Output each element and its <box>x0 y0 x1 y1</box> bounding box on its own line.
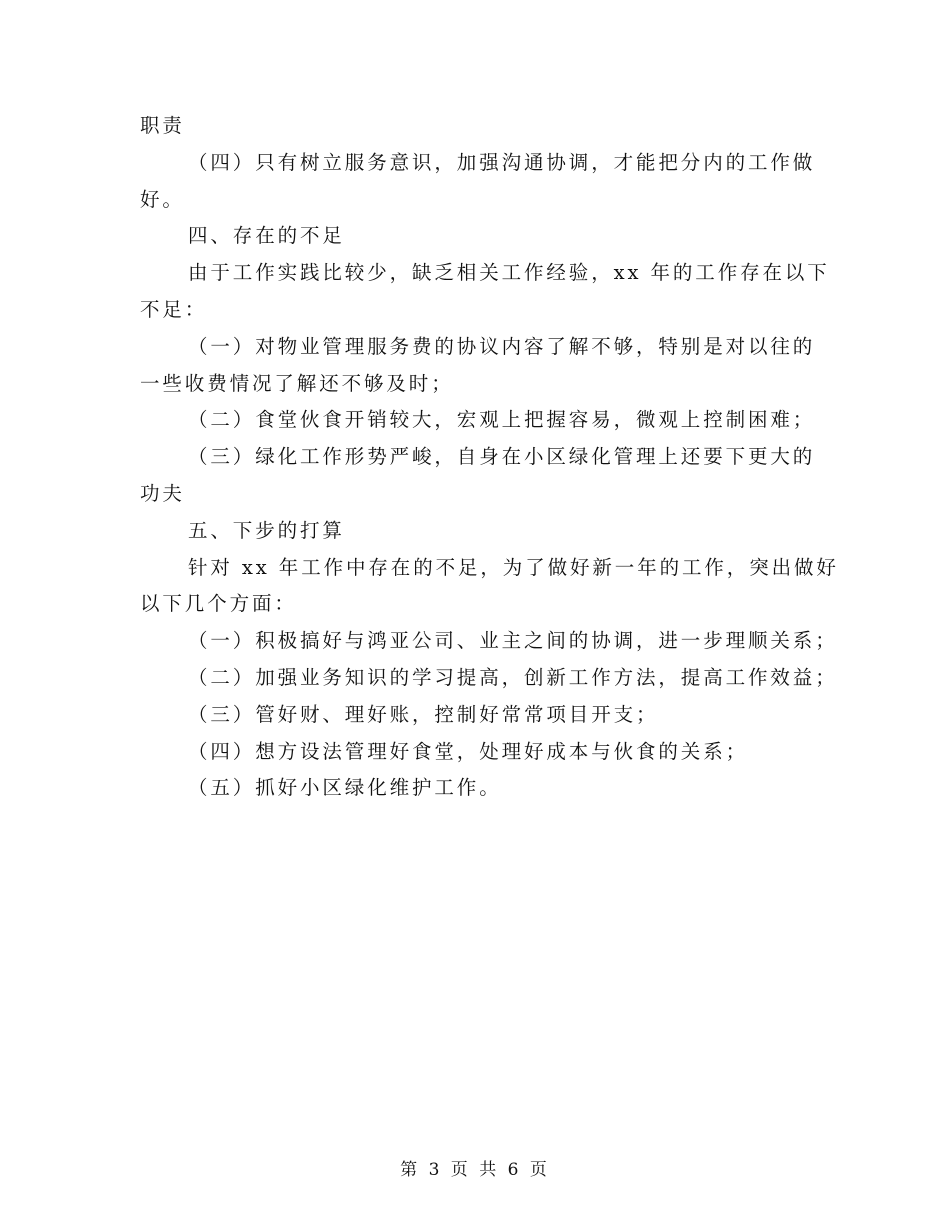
body-text-line: 一些收费情况了解还不够及时； <box>140 371 454 395</box>
body-text-line: （一）积极搞好与鸿亚公司、业主之间的协调，进一步理顺关系； <box>188 629 838 653</box>
body-text-line: （一）对物业管理服务费的协议内容了解不够，特别是对以往的 <box>188 334 816 358</box>
body-text-line: 不足： <box>140 297 208 321</box>
body-text-line: 五、下步的打算 <box>188 518 345 542</box>
document-body <box>140 108 839 807</box>
body-text-line: （四）只有树立服务意识，加强沟通协调，才能把分内的工作做 <box>188 150 816 174</box>
body-text-line: 好。 <box>140 187 185 211</box>
body-text-line: 功夫 <box>140 481 185 505</box>
body-text-line: （三）绿化工作形势严峻，自身在小区绿化管理上还要下更大的 <box>188 445 816 469</box>
body-text-line: 职责 <box>140 114 185 137</box>
body-text-line: （二）加强业务知识的学习提高，创新工作方法，提高工作效益； <box>188 665 838 689</box>
body-text-line: 由于工作实践比较少，缺乏相关工作经验，xx 年的工作存在以下 <box>188 261 830 285</box>
body-text-line: （三）管好财、理好账，控制好常常项目开支； <box>188 702 659 726</box>
body-text-line: 以下几个方面： <box>140 592 297 616</box>
body-text-line: 针对 xx 年工作中存在的不足，为了做好新一年的工作，突出做好 <box>188 555 839 579</box>
body-text-line: （二）食堂伙食开销较大，宏观上把握容易，微观上控制困难； <box>188 408 816 432</box>
body-text-line: 四、存在的不足 <box>188 224 345 248</box>
page-number-footer: 第 3 页 共 6 页 <box>400 1160 550 1180</box>
body-text-line: （五）抓好小区绿化维护工作。 <box>188 776 502 800</box>
body-text-line: （四）想方设法管理好食堂，处理好成本与伙食的关系； <box>188 739 749 763</box>
